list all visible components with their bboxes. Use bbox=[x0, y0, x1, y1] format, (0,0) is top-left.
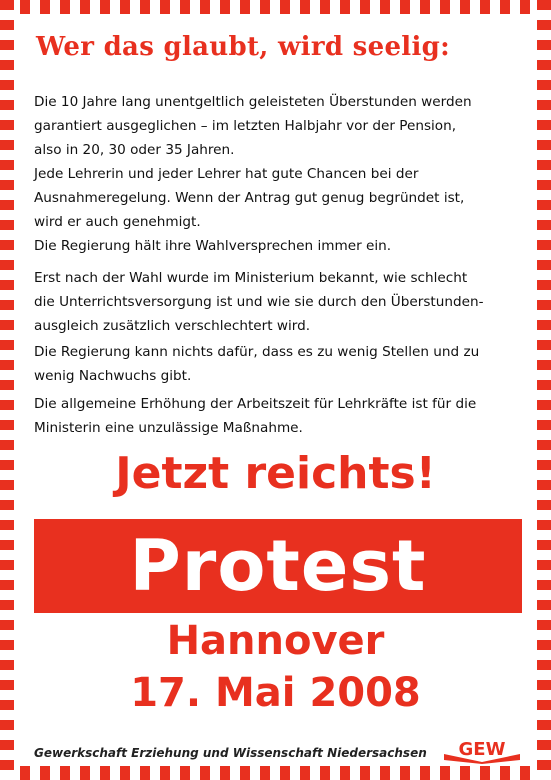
border-top bbox=[0, 0, 551, 14]
paragraph-line: ausgleich zusätzlich verschlechtert wird. bbox=[34, 318, 311, 334]
gew-logo-icon bbox=[442, 736, 522, 764]
paragraph-2 bbox=[34, 162, 514, 234]
paragraph-5 bbox=[34, 340, 514, 388]
slogan: Jetzt reichts! bbox=[115, 448, 436, 499]
paragraph-line: Die 10 Jahre lang unentgeltlich geleisteten Überstunden werden bbox=[34, 94, 472, 110]
border-bottom bbox=[0, 766, 551, 780]
organization-name: Gewerkschaft Erziehung und Wissenschaft Niedersachsen bbox=[34, 746, 427, 760]
paragraph-3 bbox=[34, 234, 514, 258]
paragraph-line: Die Regierung kann nichts dafür, dass es zu wenig Stellen und zu bbox=[34, 344, 480, 360]
paragraph-4 bbox=[34, 266, 514, 338]
paragraph-line: also in 20, 30 oder 35 Jahren. bbox=[34, 142, 235, 158]
paragraph-1 bbox=[34, 90, 514, 162]
logo-text: GEW bbox=[458, 739, 506, 760]
paragraph-line: Ministerin eine unzulässige Maßnahme. bbox=[34, 420, 303, 436]
border-left bbox=[0, 0, 14, 780]
headline: Wer das glaubt, wird seelig: bbox=[36, 32, 451, 62]
flyer bbox=[14, 14, 537, 766]
paragraph-line: Jede Lehrerin und jeder Lehrer hat gute Chancen bei der bbox=[34, 166, 419, 182]
event-city: Hannover bbox=[166, 618, 385, 664]
paragraph-line: garantiert ausgeglichen – im letzten Halbjahr vor der Pension, bbox=[34, 118, 457, 134]
event-date: 17. Mai 2008 bbox=[130, 670, 421, 716]
paragraph-line: Die Regierung hält ihre Wahlversprechen immer ein. bbox=[34, 238, 392, 254]
paragraph-line: wird er auch genehmigt. bbox=[34, 214, 201, 230]
paragraph-line: Die allgemeine Erhöhung der Arbeitszeit für Lehrkräfte ist für die bbox=[34, 396, 477, 412]
paragraph-line: wenig Nachwuchs gibt. bbox=[34, 368, 192, 384]
paragraph-line: Erst nach der Wahl wurde im Ministerium bekannt, wie schlecht bbox=[34, 270, 468, 286]
protest-label: Protest bbox=[129, 525, 427, 607]
border-right bbox=[537, 0, 551, 780]
paragraph-line: die Unterrichtsversorgung ist und wie sie durch den Überstunden- bbox=[34, 294, 484, 310]
paragraph-6 bbox=[34, 392, 514, 440]
paragraph-line: Ausnahmeregelung. Wenn der Antrag gut genug begründet ist, bbox=[34, 190, 465, 206]
protest-banner bbox=[34, 519, 522, 613]
